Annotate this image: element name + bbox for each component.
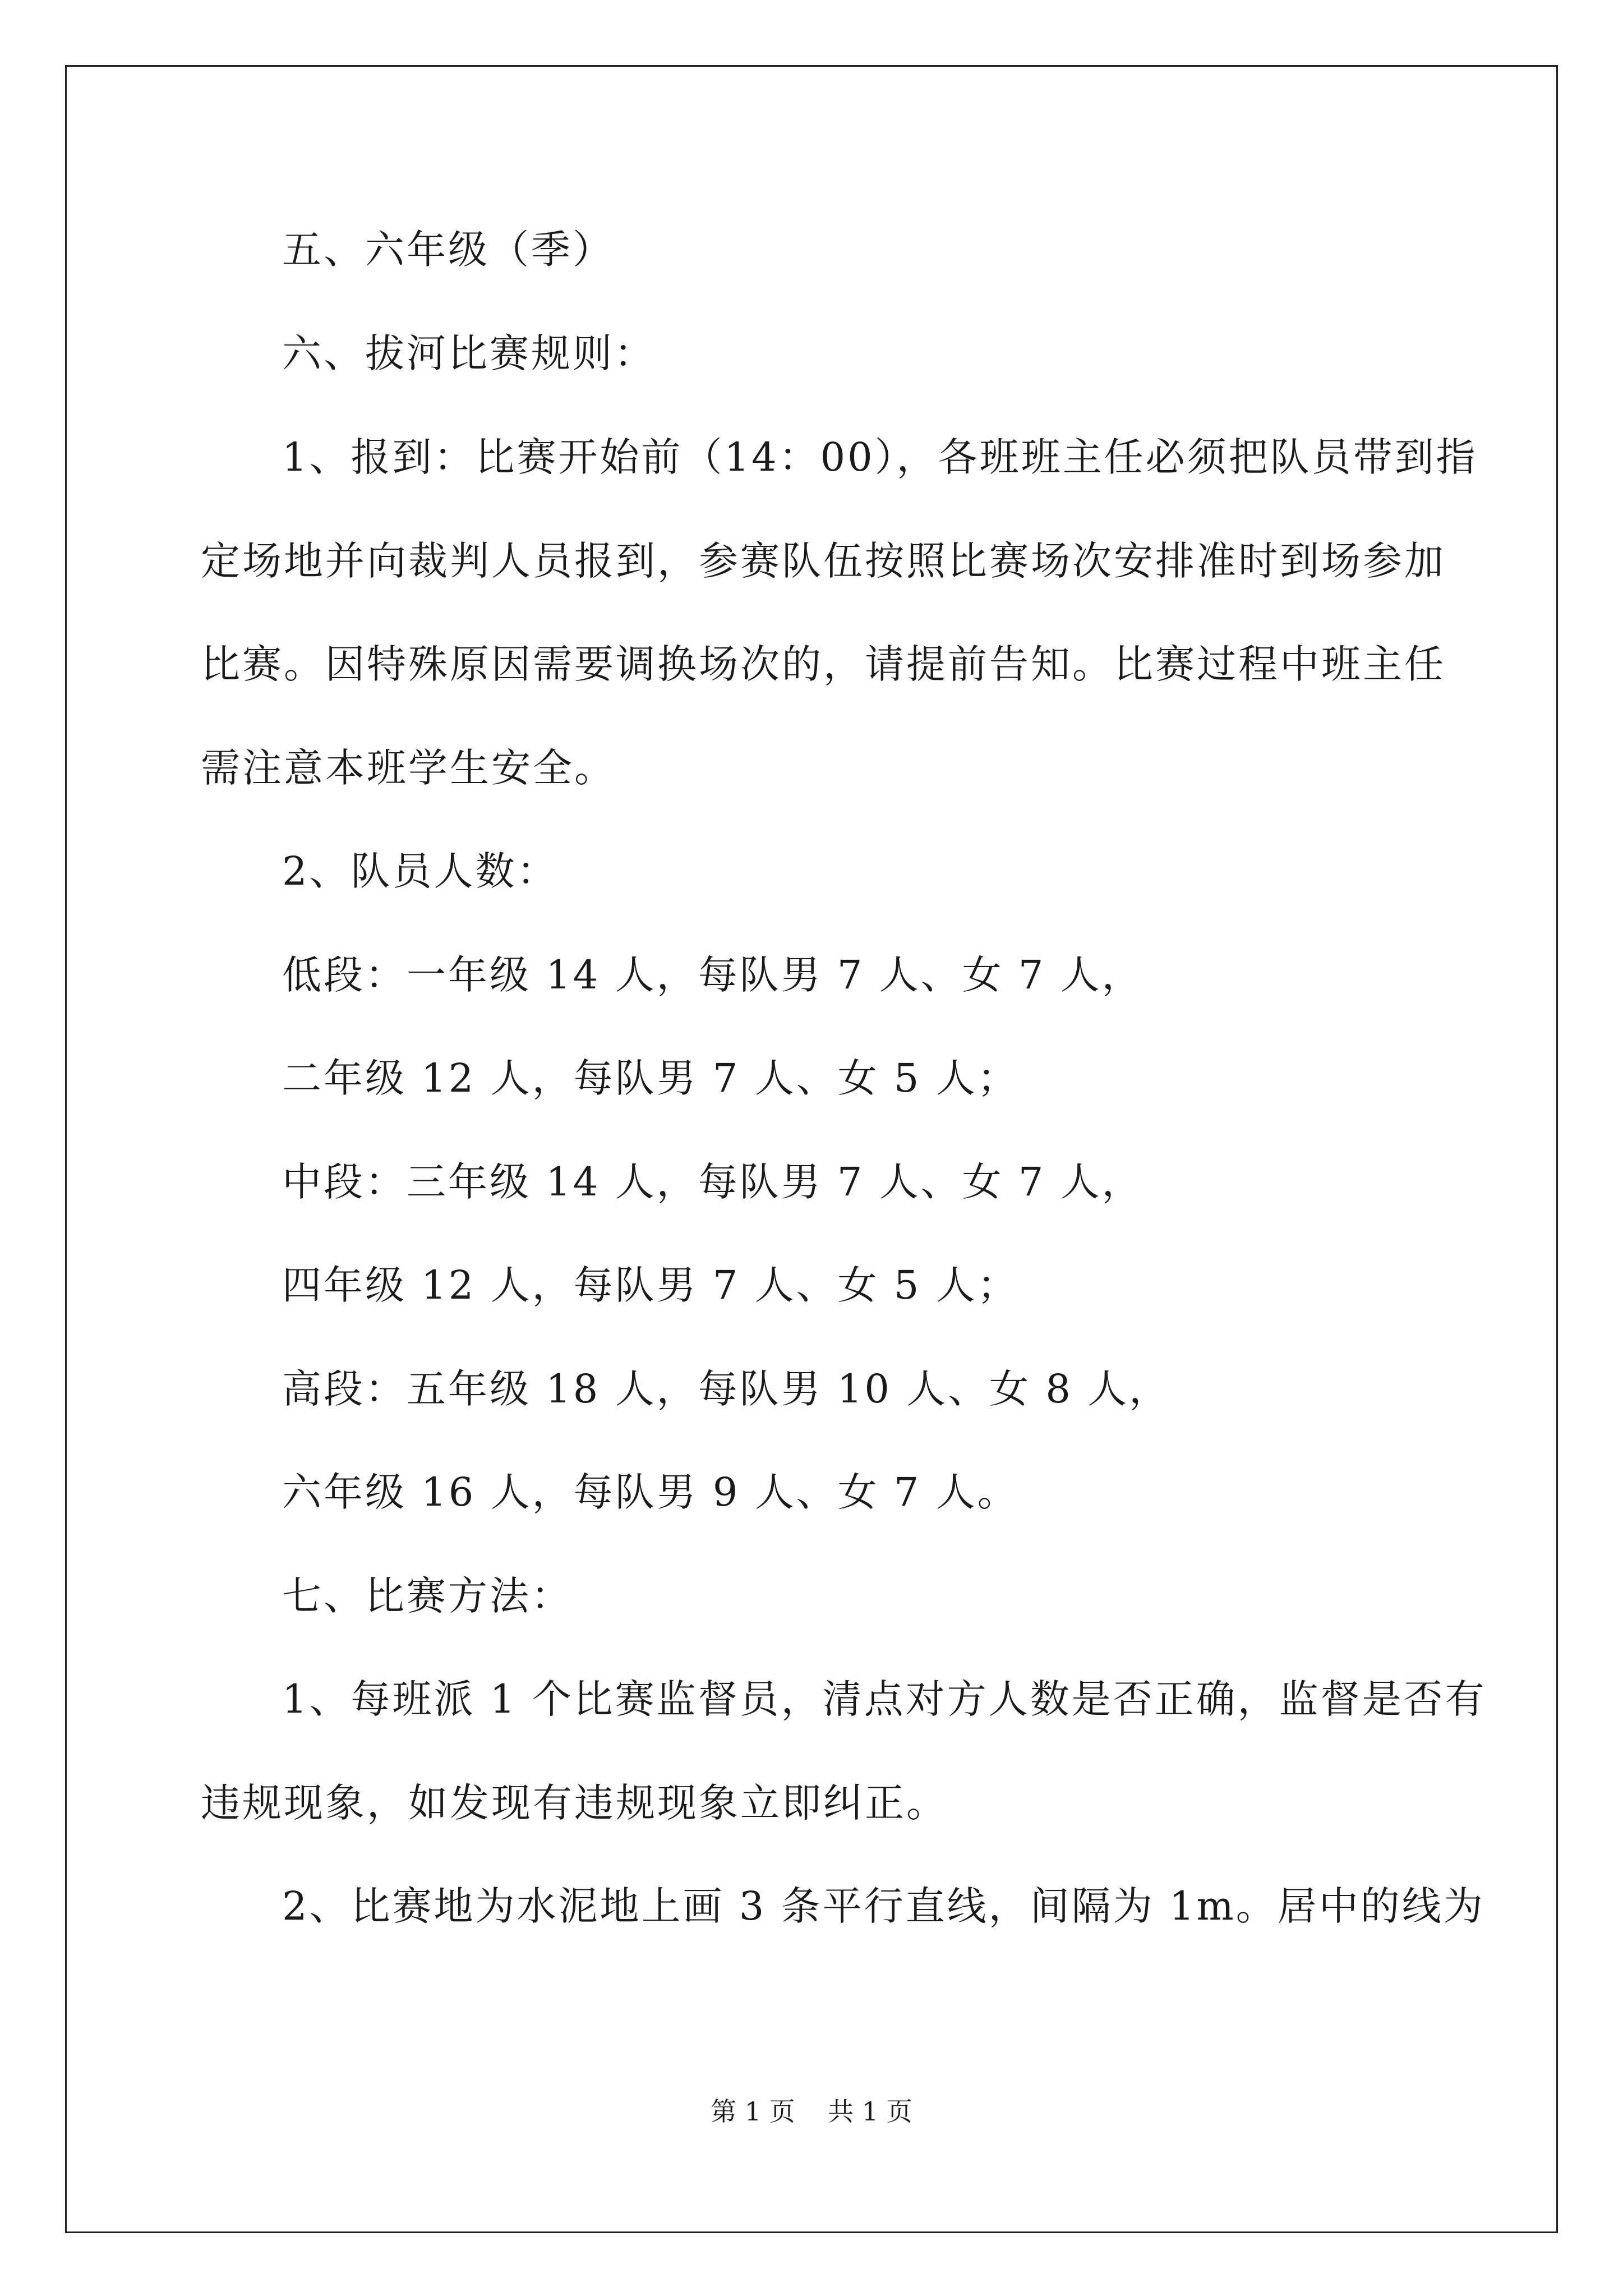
team-size-line: 低段：一年级 14 人，每队男 7 人、女 7 人，	[282, 952, 1144, 998]
team-size-line: 四年级 12 人，每队男 7 人、女 5 人；	[282, 1262, 1019, 1308]
team-size-line: 高段：五年级 18 人，每队男 10 人、女 8 人，	[282, 1366, 1171, 1412]
paragraph-line: 需注意本班学生安全。	[201, 745, 616, 791]
team-size-line: 中段：三年级 14 人，每队男 7 人、女 7 人，	[282, 1159, 1144, 1205]
paragraph-line: 1、每班派 1 个比赛监督员，清点对方人数是否正确，监督是否有	[282, 1676, 1487, 1722]
team-size-line: 六年级 16 人，每队男 9 人、女 7 人。	[282, 1469, 1019, 1515]
paragraph-line: 1、报到：比赛开始前（14：00），各班班主任必须把队员带到指	[282, 434, 1478, 480]
team-size-line: 二年级 12 人，每队男 7 人、女 5 人；	[282, 1055, 1019, 1101]
paragraph-line: 违规现象，如发现有违规现象立即纠正。	[201, 1780, 948, 1826]
paragraph-line: 定场地并向裁判人员报到，参赛队伍按照比赛场次安排准时到场参加	[201, 538, 1446, 584]
heading-competition-method: 七、比赛方法：	[282, 1573, 573, 1619]
page-footer: 第 1 页 共 1 页	[711, 2096, 912, 2127]
paragraph-line: 2、比赛地为水泥地上画 3 条平行直线，间隔为 1m。居中的线为	[282, 1883, 1485, 1929]
heading-team-size: 2、队员人数：	[282, 848, 559, 894]
heading-tug-of-war-rules: 六、拔河比赛规则：	[282, 330, 656, 376]
paragraph-line: 比赛。因特殊原因需要调换场次的，请提前告知。比赛过程中班主任	[201, 641, 1446, 687]
heading-grade-five-six: 五、六年级（季）	[282, 227, 614, 273]
